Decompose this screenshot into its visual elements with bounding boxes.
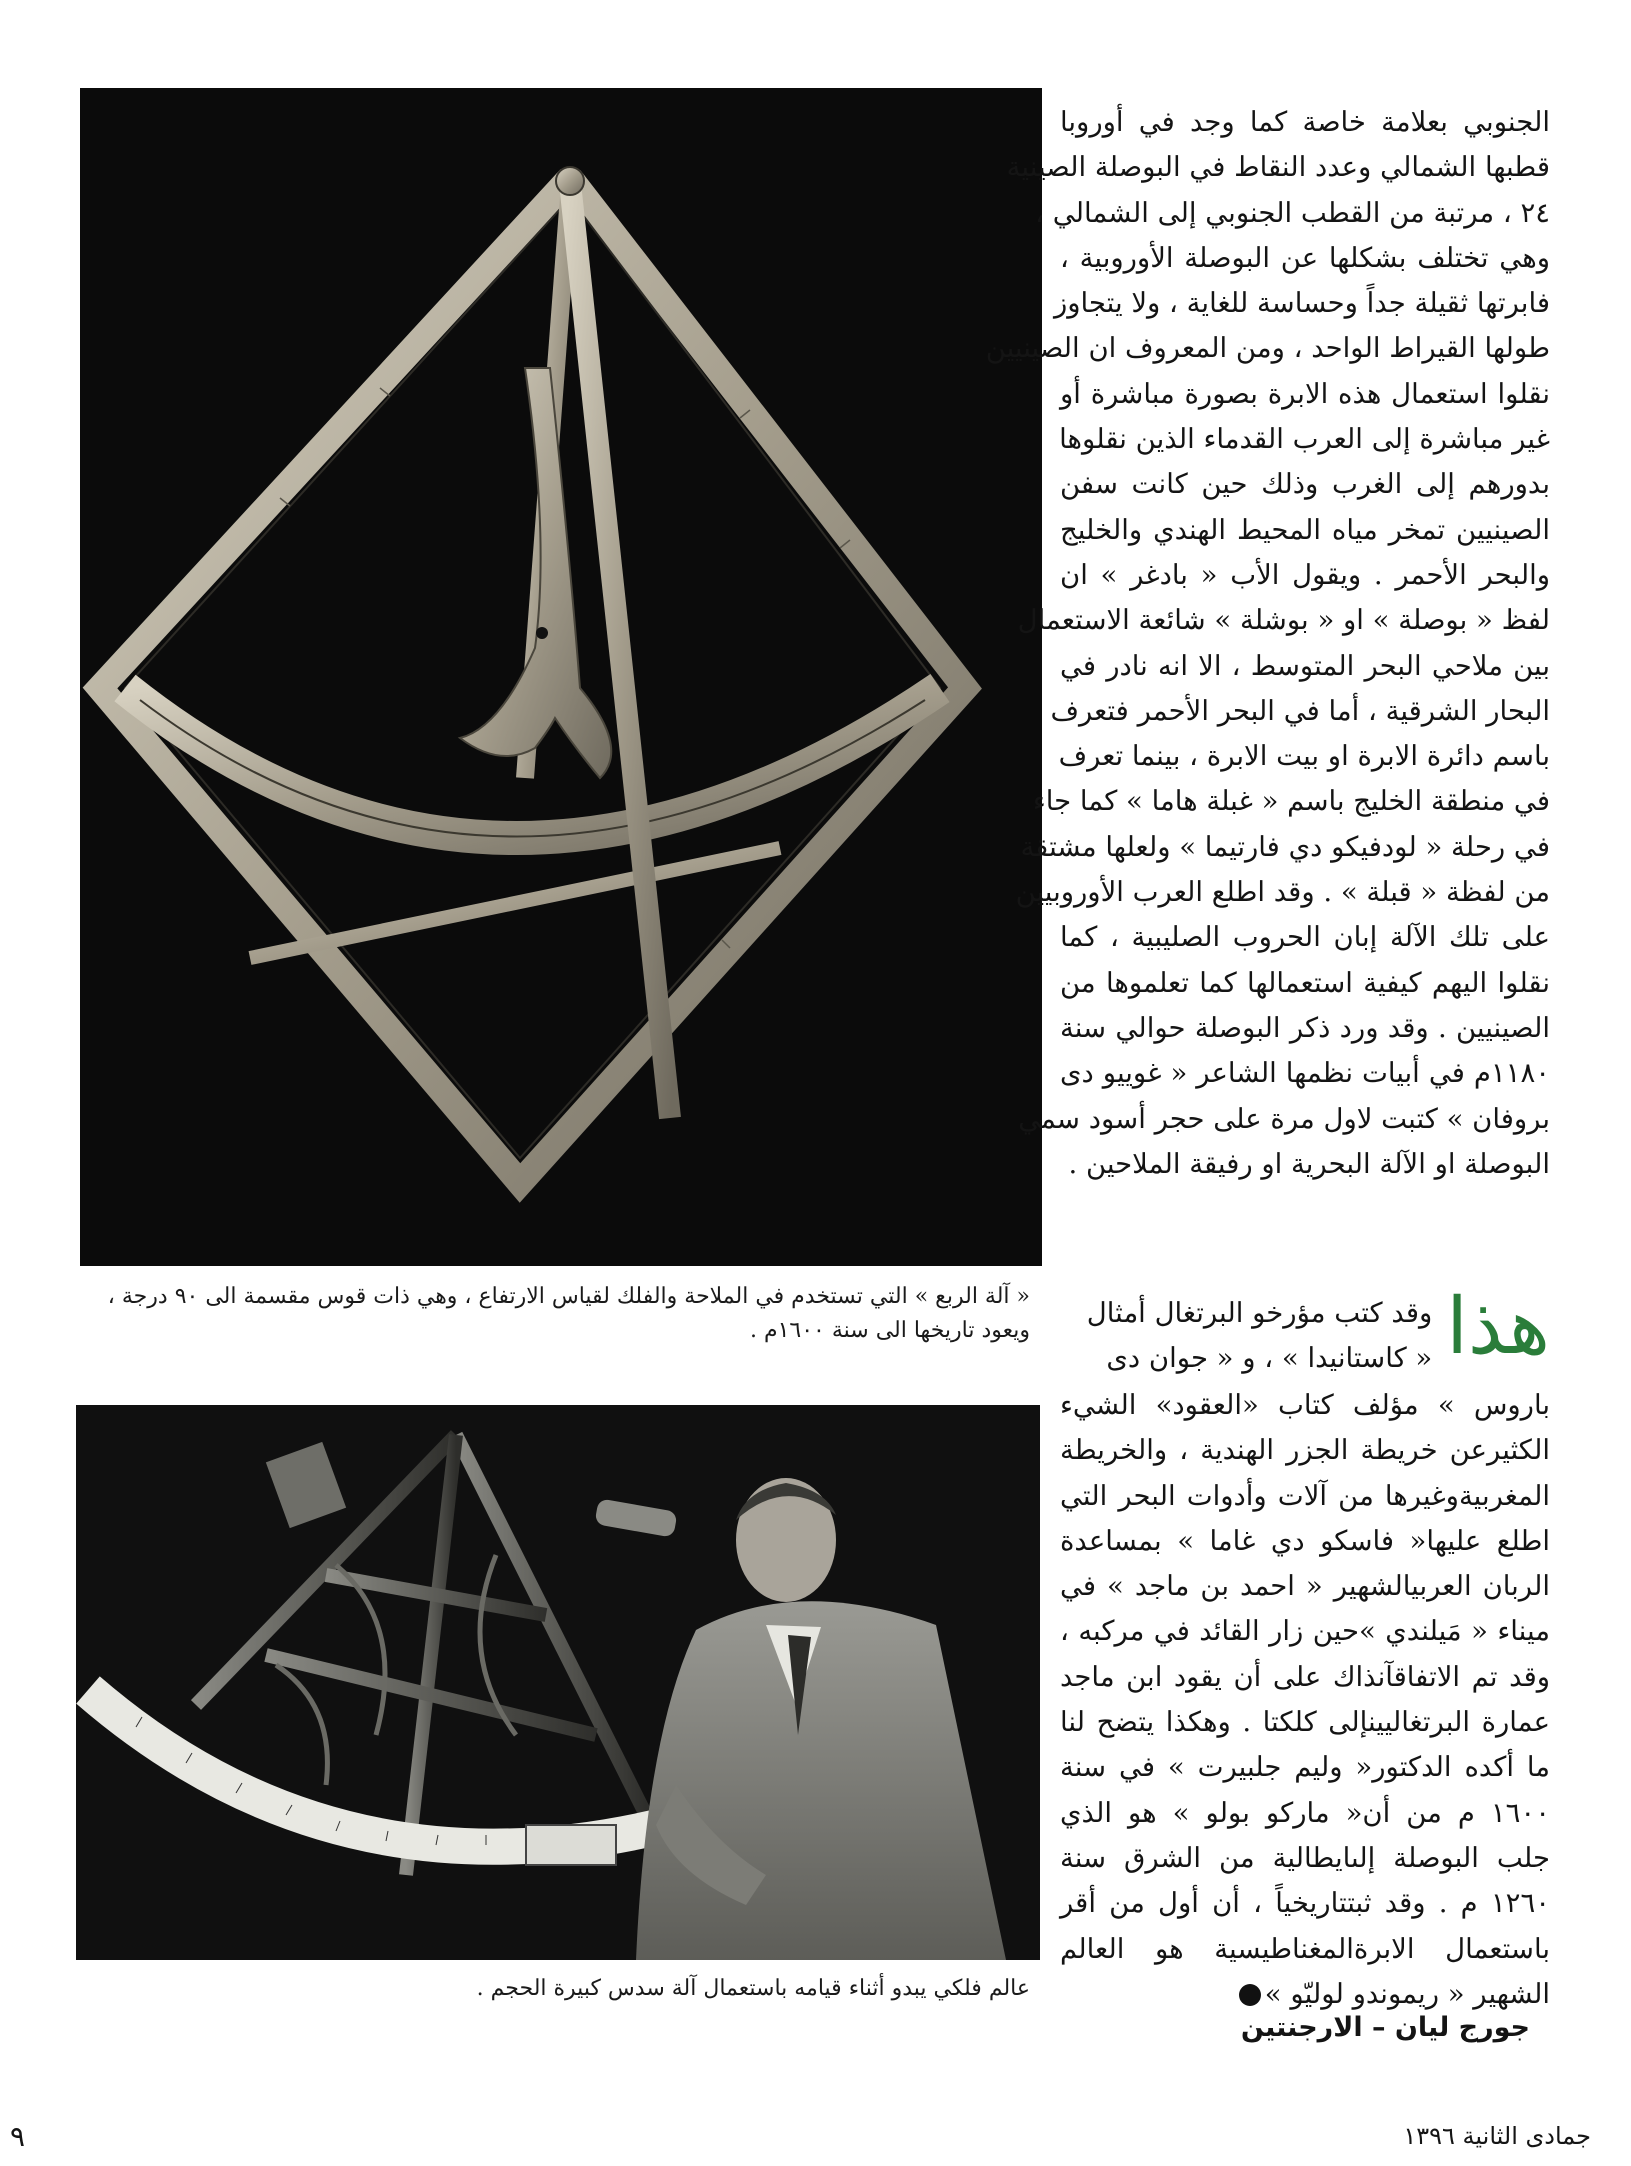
text-line: عن خريطة الجزر الهندية ، والخريطة المغربية <box>1060 1434 1550 1512</box>
text-line: « كاستانيدا » ، و « جوان دى <box>1106 1342 1433 1375</box>
text-line: في رحلة « لودفيكو دي فارتيما » ولعلها مشتقة <box>1020 830 1550 863</box>
quadrant-photo <box>80 88 1042 1266</box>
article-text-continued <box>1060 1383 1550 2017</box>
dropcap: هذا <box>1446 1282 1550 1372</box>
quadrant-illustration <box>80 88 1042 1266</box>
text-line: باروس » مؤلف كتاب «العقود» الشيء الكثير <box>1060 1389 1550 1467</box>
text-line: البوصلة او الآلة البحرية او رفيقة الملاحين . <box>1068 1147 1550 1180</box>
text-line: غير مباشرة إلى العرب القدماء الذين نقلوها <box>1059 423 1550 456</box>
text-line: « فاسكو دي غاما » بمساعدة الربان العربي <box>1060 1524 1550 1603</box>
text-line: « وليم جلبيرت » في سنة ١٦٠٠ م من أن <box>1060 1751 1550 1829</box>
text-line: نقلوا اليهم كيفية استعمالها كما تعلموها من <box>1060 966 1550 999</box>
text-line: فابرتها ثقيلة جداً وحساسة للغاية ، ولا يتجاوز <box>1053 287 1550 320</box>
text-line: وهي تختلف بشكلها عن البوصلة الأوروبية ، <box>1060 241 1550 274</box>
text-line: الصينيين تمخر مياه المحيط الهندي والخليج <box>1060 513 1550 546</box>
text-line: وقد كتب مؤرخو البرتغال أمثال <box>1086 1297 1433 1329</box>
end-bullet <box>1239 1984 1261 2006</box>
text-line: الشهير « احمد بن ماجد » في ميناء « مَيلندي » <box>1060 1570 1550 1648</box>
text-line: بدورهم إلى الغرب وذلك حين كانت سفن <box>1060 468 1550 501</box>
text-line: ١١٨٠م في أبيات نظمها الشاعر « غوييو دى <box>1060 1057 1550 1090</box>
article-paragraph-1 <box>985 100 1550 1187</box>
text-line: الجنوبي بعلامة خاصة كما وجد في أوروبا <box>1060 106 1550 138</box>
text-line: إلى كلكتا . وهكذا يتضح لنا ما أكده الدكتور <box>1060 1706 1551 1784</box>
sextant-illustration <box>76 1405 1040 1960</box>
text-line: لفظ « بوصلة » او « بوشلة » شائعة الاستعمال <box>1017 604 1550 637</box>
text-line: ٢٤ ، مرتبة من القطب الجنوبي إلى الشمالي ، <box>1035 196 1550 229</box>
page-number: ٩ <box>10 2120 26 2153</box>
text-line: طولها القيراط الواحد ، ومن المعروف ان الصينيين <box>985 332 1550 365</box>
text-line: تاريخياً ، أن أول من أقر باستعمال الابرة <box>1060 1887 1550 1965</box>
text-line: نقلوا استعمال هذه الابرة بصورة مباشرة أو <box>1060 377 1550 410</box>
text-line: « ماركو بولو » هو الذي جلب البوصلة إلى <box>1060 1796 1550 1874</box>
sextant-caption: عالم فلكي يبدو أثناء قيامه باستعمال آلة سدس كبيرة الحجم . <box>476 1976 1030 2001</box>
text-line: والبحر الأحمر . ويقول الأب « بادغر » ان <box>1060 558 1550 591</box>
text-line: في منطقة الخليج باسم « غبلة هاما » كما جاء <box>1032 785 1550 818</box>
text-line: من لفظة « قبلة » . وقد اطلع العرب الأوروبيين <box>1015 876 1550 909</box>
text-line: حين زار القائد في مركبه ، وقد تم الاتفاق <box>1060 1615 1550 1693</box>
text-line: بين ملاحي البحر المتوسط ، الا انه نادر في <box>1060 649 1550 682</box>
text-line: ايطالية من الشرق سنة ١٢٦٠ م . وقد ثبت <box>1060 1841 1550 1920</box>
text-line: الصينيين . وقد ورد ذكر البوصلة حوالي سنة <box>1060 1011 1550 1044</box>
text-line: آنذاك على أن يقود ابن ماجد عمارة البرتغاليين <box>1060 1660 1550 1739</box>
text-line: باسم دائرة الابرة او بيت الابرة ، بينما تعرف <box>1058 740 1550 773</box>
text-line: المغناطيسية هو العالم الشهير « ريموندو لوليّو » <box>1060 1932 1550 2010</box>
dropcap-paragraph <box>1060 1283 1550 1393</box>
author-byline: جورج ليان – الارجنتين <box>1240 2012 1530 2043</box>
text-line: بروفان » كتبت لاول مرة على حجر أسود سمي <box>1018 1102 1550 1135</box>
sextant-photo <box>76 1405 1040 1960</box>
text-line: على تلك الآلة إبان الحروب الصليبية ، كما <box>1060 921 1550 954</box>
text-line: قطبها الشمالي وعدد النقاط في البوصلة الصينية <box>1006 151 1550 184</box>
issue-date: جمادى الثانية ١٣٩٦ <box>1403 2122 1591 2150</box>
text-line: البحار الشرقية ، أما في البحر الأحمر فتعرف <box>1050 694 1550 727</box>
quadrant-caption: « آلة الربع » التي تستخدم في الملاحة والفلك لقياس الارتفاع ، وهي ذات قوس مقسمة الى ٩٠ درجة ، ويعود تاريخها الى سنة ١٦٠٠م . <box>107 1284 1030 1343</box>
text-line: وغيرها من آلات وأدوات البحر التي اطلع عليها <box>1060 1479 1550 1557</box>
